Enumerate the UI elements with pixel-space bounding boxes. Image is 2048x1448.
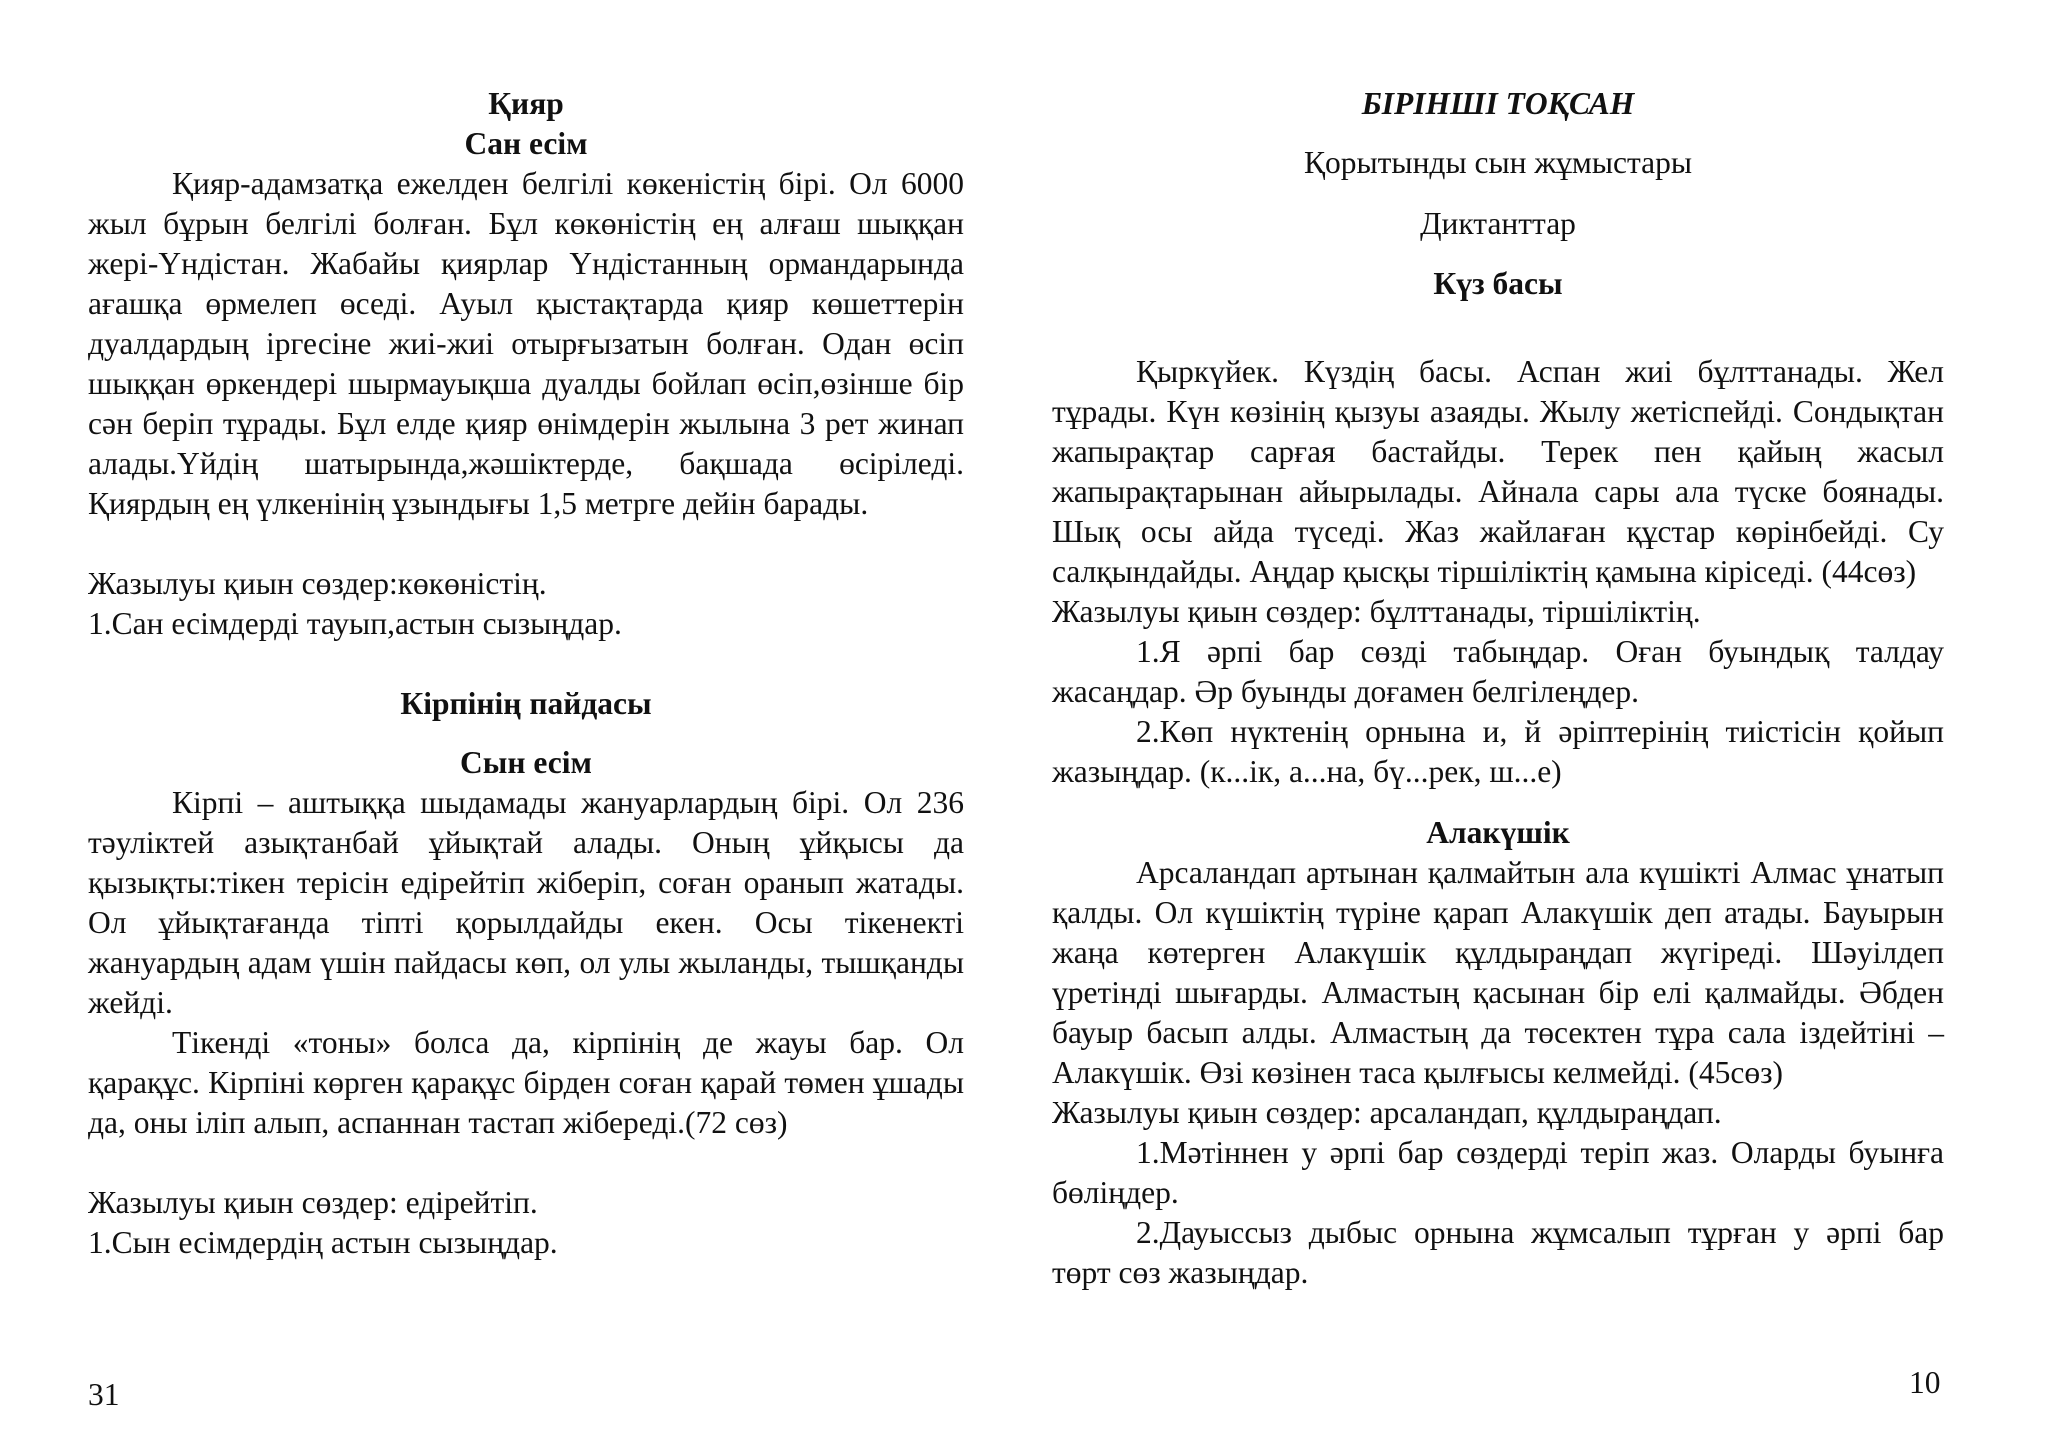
task-text: 1.Я әрпі бар сөзді табыңдар. Оған буындық талдау жасаңдар. Әр буынды доғамен белгілеңдер. bbox=[1052, 634, 1944, 709]
right-page bbox=[1024, 0, 2048, 1448]
task-text: 2.Көп нүктенің орнына и, й әріптерінің тиістісін қойып жазыңдар. (к...ік, а...на, бү...рек, ш...е) bbox=[1052, 714, 1944, 789]
section-title: Кірпінің пайдасы bbox=[400, 686, 652, 721]
task-text: 2.Дауыссыз дыбыс орнына жұмсалып тұрған у әрпі бар төрт сөз жазыңдар. bbox=[1052, 1215, 1944, 1290]
text-paragraph: Қияр-адамзатқа ежелден белгілі көкеністің бірі. Ол 6000 жыл бұрын белгілі болған. Бұл көкөністің ең алғаш шыққан жері-Үндістан. Жабайы қиярлар Үндістанның ормандарында ағашқа өрмелеп өседі. Ауыл қыстақтарда қияр көшеттерін дуалдардың іргесіне жиі-жиі отырғызатын болған. Одан өсіп шыққан өркендері шырмауықша дуалды бойлап өсіп,өзінше бір сән беріп тұрады. Бұл елде қияр өнімдерін жылына 3 рет жинап алады.Үйдің шатырында,жәшіктерде, бақшада өсіріледі. Қиярдың ең үлкенінің ұзындығы 1,5 метрге дейін барады. bbox=[88, 166, 964, 521]
text-paragraph: Кірпі – аштыққа шыдамады жануарлардың бірі. Ол 236 тәуліктей азықтанбай ұйықтай алады. Оның ұйқысы да қызықты:тікен терісін едірейтіп жіберіп, соған оранып жатады. Ол ұйықтағанда тіпті қорылдайды екен. Осы тікенекті жануардың адам үшін пайдасы көп, ол улы жыланды, тышқанды жейді. bbox=[88, 785, 964, 1020]
section-title: Алакүшік bbox=[1426, 815, 1570, 850]
text-paragraph: Қыркүйек. Күздің басы. Аспан жиі бұлттанады. Жел тұрады. Күн көзінің қызуы азаяды. Жылу жетіспейді. Сондықтан жапырақтар сарғая бастайды. Терек пен қайың жасыл жапырақтарынан айырылады. Айнала сары ала түске боянады. Шық осы айда түседі. Жаз жайлаған құстар көрінбейді. Су салқындайды. Аңдар қысқы тіршіліктің қамына кіріседі. (44сөз) bbox=[1052, 354, 1944, 589]
quarter-heading: БІРІНШІ ТОҚСАН bbox=[1361, 86, 1635, 121]
section-title: Қияр bbox=[488, 86, 564, 121]
text-paragraph: Арсаландап артынан қалмайтын ала күшікті Алмас ұнатып қалды. Ол күшіктің түріне қарап Алакүшік деп атады. Бауырын жаңа көтерген Алакүшік құлдыраңдап жүгіреді. Шәуілдеп үретінді шығарды. Алмастың қасынан бір елі қалмайды. Әбден бауыр басып алды. Алмастың да төсектен тұра сала іздейтіні – Алакүшік. Өзі көзінен таса қылғысы келмейді. (45сөз) bbox=[1052, 855, 1944, 1090]
section-title: Күз басы bbox=[1433, 266, 1563, 301]
page-number: 10 bbox=[1909, 1365, 1941, 1400]
difficult-words: Жазылуы қиын сөздер: едірейтіп. bbox=[88, 1185, 538, 1220]
page-number: 31 bbox=[88, 1377, 120, 1412]
task-text: 1.Сын есімдердің астын сызыңдар. bbox=[88, 1225, 558, 1260]
difficult-words: Жазылуы қиын сөздер: арсаландап, құлдыраңдап. bbox=[1052, 1095, 1722, 1130]
section-subheading: Диктанттар bbox=[1420, 206, 1576, 241]
section-subheading: Қорытынды сын жұмыстары bbox=[1303, 145, 1693, 180]
task-text: 1.Мәтіннен у әрпі бар сөздерді теріп жаз. Оларды буынға бөліңдер. bbox=[1052, 1135, 1944, 1210]
section-subtitle: Сын есім bbox=[460, 745, 592, 780]
task-text: 1.Сан есімдерді тауып,астын сызыңдар. bbox=[88, 606, 622, 641]
left-page-text bbox=[88, 84, 964, 1263]
section-subtitle: Сан есім bbox=[464, 126, 588, 161]
right-page-text bbox=[1052, 84, 1944, 1293]
difficult-words: Жазылуы қиын сөздер:көкөністің. bbox=[88, 566, 547, 601]
difficult-words: Жазылуы қиын сөздер: бұлттанады, тіршіліктің. bbox=[1052, 594, 1701, 629]
text-paragraph: Тікенді «тоны» болса да, кірпінің де жауы бар. Ол қарақұс. Кірпіні көрген қарақұс бірден соған қарай төмен ұшады да, оны іліп алып, аспаннан тастап жібереді.(72 сөз) bbox=[88, 1025, 964, 1140]
